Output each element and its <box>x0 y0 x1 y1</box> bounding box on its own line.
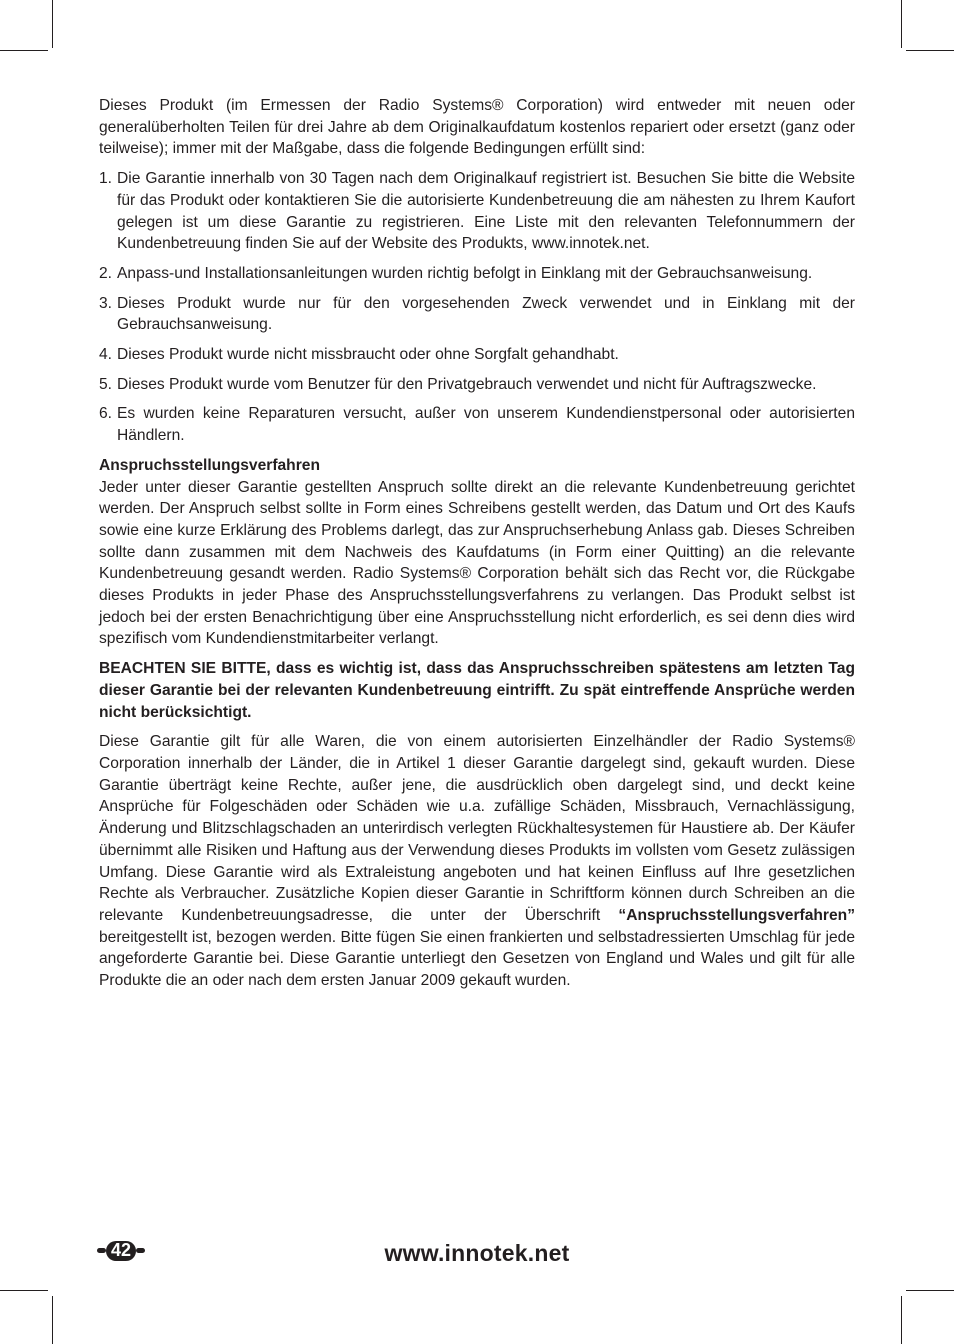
crop-mark-top-right-h <box>906 50 954 51</box>
condition-number: 6. <box>99 405 113 423</box>
condition-text: Dieses Produkt wurde nicht missbraucht oder ohne Sorgfalt gehandhabt. <box>117 346 619 364</box>
conditions-list <box>99 168 855 447</box>
condition-text: Dieses Produkt wurde nur für den vorgesehenden Zweck verwendet und in Einklang mit der Gebrauchsanweisung. <box>117 294 855 334</box>
page-number: 42 <box>110 1240 132 1260</box>
final-text-part2: bereitgestellt ist, bezogen werden. Bitte fügen Sie einen frankierten und selbstadressierten Umschlag für jede angeforderte Garantie bei. Diese Garantie unterliegt den Gesetzen von England und Wales und gilt für alle Produkte die an oder nach dem ersten Januar 2009 gekauft wurden. <box>99 928 855 990</box>
condition-item <box>99 293 855 336</box>
crop-mark-bottom-right-h <box>906 1290 954 1291</box>
intro-paragraph: Dieses Produkt (im Ermessen der Radio Systems® Corporation) wird entweder mit neuen oder generalüberholten Teilen für drei Jahre ab dem Originalkaufdatum kostenlos repariert oder ersetzt (ganz oder teilweise); immer mit der Maßgabe, dass die folgende Bedingungen erfüllt sind: <box>99 97 855 158</box>
claim-heading: Anspruchsstellungsverfahren <box>99 456 320 474</box>
condition-item <box>99 168 855 255</box>
condition-item <box>99 344 855 366</box>
final-text-bold: “Anspruchsstellungsverfahren” <box>618 906 855 924</box>
final-text-part1: Diese Garantie gilt für alle Waren, die von einem autorisierten Einzelhändler der Radio Systems® Corporation innerhalb der Länder, die in Artikel 1 dieser Garantie dargelegt sind, gekauft wurden. Diese Garantie überträgt keine Rechte, außer jene, die ausdrücklich oben dargelegt sind, und deckt keine Ansprüche für Folgeschäden oder Schäden wie u.a. zufällige Schäden, Missbrauch, Vernachlässigung, Änderung und Blitzschlagschaden an unterirdisch verlegten Rückhaltesystemen für Haustiere ab. Der Käufer übernimmt alle Risiken und Haftung aus der Verwendung dieses Produkts im vollsten vom Gesetz zulässigen Umfang. Diese Garantie wird als Extraleistung angeboten und hat keinen Einfluss auf Ihre gesetzlichen Rechte als Verbraucher. Zusätzliche Kopien dieser Garantie in Schriftform können durch Schreiben an die relevante Kundenbetreuungsadresse, die unter der Überschrift <box>99 733 855 924</box>
crop-mark-top-right-v <box>901 0 902 48</box>
condition-item <box>99 263 855 285</box>
final-paragraph <box>99 731 855 991</box>
footer-url[interactable]: www.innotek.net <box>384 1240 570 1266</box>
condition-text: Die Garantie innerhalb von 30 Tagen nach dem Originalkauf registriert ist. Besuchen Sie bitte die Website für das Produkt oder kontaktieren Sie die autorisierte Kundenbetreuung die am nähesten zu Ihrem Kaufort gelegen ist um diese Garantie zu registrieren. Eine Liste mit den relevanten Telefonnummern der Kundenbetreuung finden Sie auf der Website des Produkts, www.innotek.net. <box>117 170 855 253</box>
warranty-text <box>99 95 855 1000</box>
crop-mark-bottom-left-v <box>52 1296 53 1344</box>
crop-mark-bottom-right-v <box>901 1296 902 1344</box>
condition-number: 5. <box>99 375 113 393</box>
condition-number: 3. <box>99 294 113 312</box>
condition-item <box>99 403 855 446</box>
condition-text: Es wurden keine Reparaturen versucht, außer von unserem Kundendienstpersonal oder autorisierten Händlern. <box>117 405 855 445</box>
notice-paragraph: BEACHTEN SIE BITTE, dass es wichtig ist, dass das Anspruchsschreiben spätestens am letzten Tag dieser Garantie bei der relevanten Kundenbetreuung eintrifft. Zu spät eintreffende Ansprüche werden nicht berücksichtigt. <box>99 660 855 721</box>
crop-mark-top-left-v <box>52 0 53 48</box>
crop-mark-bottom-left-h <box>0 1290 48 1291</box>
claim-section <box>99 455 855 650</box>
condition-text: Anpass-und Installationsanleitungen wurden richtig befolgt in Einklang mit der Gebrauchsanweisung. <box>117 264 813 282</box>
condition-item <box>99 374 855 396</box>
crop-mark-top-left-h <box>0 50 48 51</box>
condition-number: 1. <box>99 170 113 188</box>
claim-body: Jeder unter dieser Garantie gestellten Anspruch sollte direkt an die relevante Kundenbetreuung gerichtet werden. Der Anspruch selbst sollte in Form eines Schreibens gestellt werden, das Datum und Ort des Kaufs sowie eine kurze Erklärung des Problems darlegt, das zur Anspruchserhebung Anlass gab. Dieses Schreiben sollte dann zusammen mit dem Nachweis des Kaufdatums (in Form einer Quitting) an die relevante Kundenbetreuung gesandt werden. Radio Systems® Corporation behält sich das Recht vor, die Rückgabe dieses Produkts in jeder Phase des Anspruchsstellungsverfahrens zu verlangen. Das Produkt selbst ist jedoch bei der ersten Benachrichtigung über eine Anspruchsstellung nicht erforderlich, es sei denn dies wird spezifisch vom Kundendienstmitarbeiter verlangt. <box>99 478 855 648</box>
condition-number: 2. <box>99 264 113 282</box>
condition-number: 4. <box>99 346 113 364</box>
condition-text: Dieses Produkt wurde vom Benutzer für den Privatgebrauch verwendet und nicht für Auftragszwecke. <box>117 375 817 393</box>
